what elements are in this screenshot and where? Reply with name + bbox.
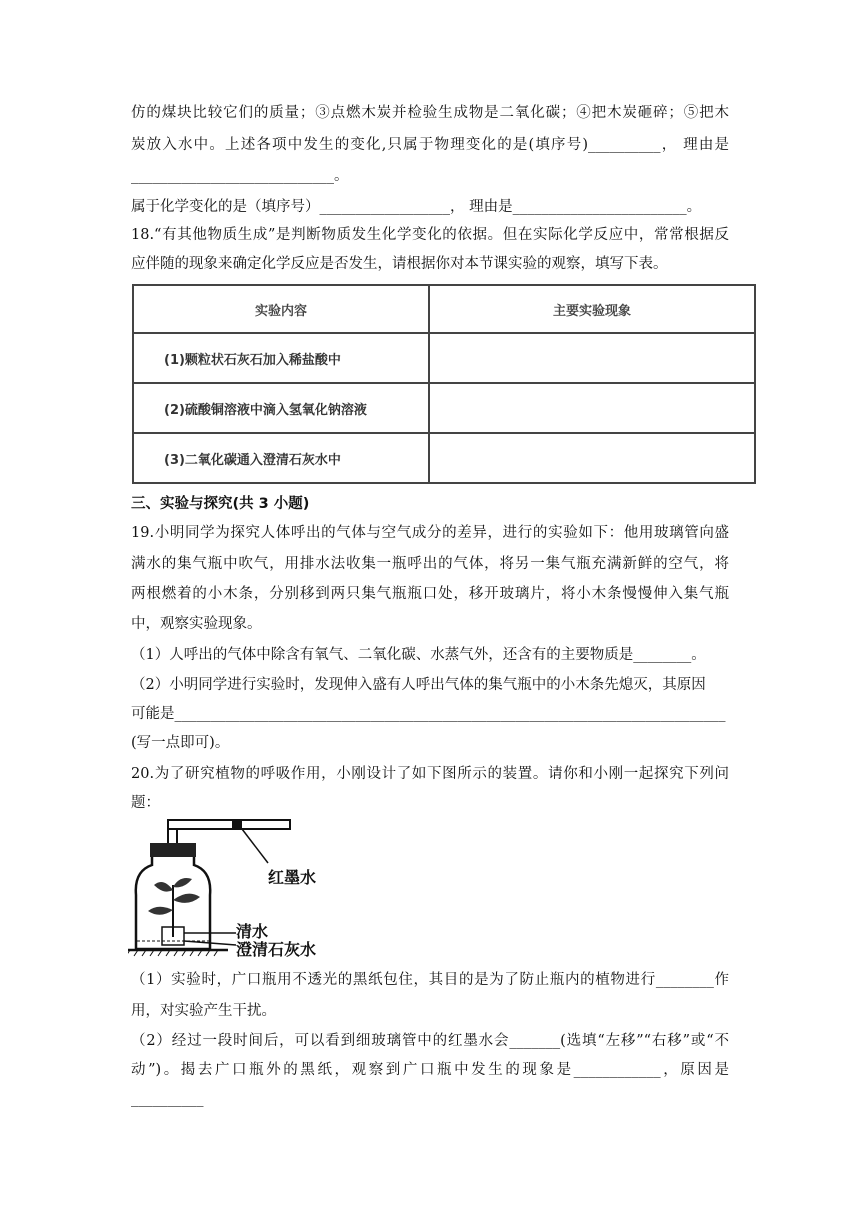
plant-leaf [173,894,200,903]
q20-line-4: 用，对实验产生干扰。 [131,1003,276,1019]
table-cell-phenomenon [429,333,755,383]
table-row [133,383,755,433]
q20-line-3: （1）实验时，广口瓶用不透光的黑纸包住，其目的是为了防止瓶内的植物进行________作 [131,972,729,988]
q19-line-3: 两根燃着的小木条，分别移到两只集气瓶瓶口处，移开玻璃片，将小木条慢慢伸入集气瓶 [131,586,729,602]
q19-line-2: 满水的集气瓶中吹气，用排水法收集一瓶呼出的气体，将另一集气瓶充满新鲜的空气，将 [131,556,729,572]
glass-tube [168,820,290,829]
table-row [133,333,755,383]
table-cell-content: (1)颗粒状石灰石加入稀盐酸中 [133,333,429,383]
q20-line-7: __________ [131,1091,204,1107]
ink-drop [232,820,242,829]
table-cell-phenomenon [429,383,755,433]
plant-leaf [154,882,173,892]
q17-line-3: ____________________________。 [131,168,349,184]
q17-line-2: 炭放入水中。上述各项中发生的变化,只属于物理变化的是(填序号)__________， 理由是 [131,137,729,153]
plant-leaf [148,907,173,915]
stopper [150,843,196,857]
q20-line-2: 题： [131,795,160,811]
q18-line-2: 应伴随的现象来确定化学反应是否发生，请根据你对本节课实验的观察，填写下表。 [131,256,668,272]
label-limewater: 澄清石灰水 [236,940,317,959]
q18-line-1: 18.“有其他物质生成”是判断物质发生化学变化的依据。但在实际化学反应中，常常根据反 [131,227,729,243]
q20-line-6: 动”)。揭去广口瓶外的黑纸，观察到广口瓶中发生的现象是____________，原因是 [131,1062,729,1078]
q19-line-5: （1）人呼出的气体中除含有氧气、二氧化碳、水蒸气外，还含有的主要物质是________。 [131,647,706,663]
q19-line-4: 中，观察实验现象。 [131,616,262,632]
plant-leaf [173,878,192,887]
table-cell-phenomenon [429,433,755,483]
respiration-apparatus-figure [128,815,358,965]
table-cell-content: (3)二氧化碳通入澄清石灰水中 [133,433,429,483]
q19-line-8: (写一点即可)。 [131,735,230,751]
table-cell-content: (2)硫酸铜溶液中滴入氢氧化钠溶液 [133,383,429,433]
section-title: 三、实验与探究(共 3 小题) [131,496,310,512]
label-red-ink: 红墨水 [268,868,317,887]
table-row [133,433,755,483]
q19-line-6: （2）小明同学进行实验时，发现伸入盛有人呼出气体的集气瓶中的小木条先熄灭，其原因 [131,677,706,693]
table-header-phenomenon: 主要实验现象 [429,285,755,333]
q17-line-4: 属于化学变化的是（填序号）__________________， 理由是________________________。 [131,199,702,215]
q20-line-5: （2）经过一段时间后，可以看到细玻璃管中的红墨水会_______(选填“左移”“右移”或“不 [131,1033,729,1049]
q17-line-1: 仿的煤块比较它们的质量；③点燃木炭并检验生成物是二氧化碳；④把木炭砸碎；⑤把木 [131,105,729,121]
table-header-content: 实验内容 [133,285,429,333]
table-header-row [133,285,755,333]
q19-line-1: 19.小明同学为探究人体呼出的气体与空气成分的差异，进行的实验如下：他用玻璃管向盛 [131,525,729,541]
label-clear-water: 清水 [236,922,269,941]
q20-line-1: 20.为了研究植物的呼吸作用，小刚设计了如下图所示的装置。请你和小刚一起探究下列问 [131,766,729,782]
experiment-table [132,284,756,484]
q19-line-7: 可能是____________________________________________________________________________ [131,706,726,722]
